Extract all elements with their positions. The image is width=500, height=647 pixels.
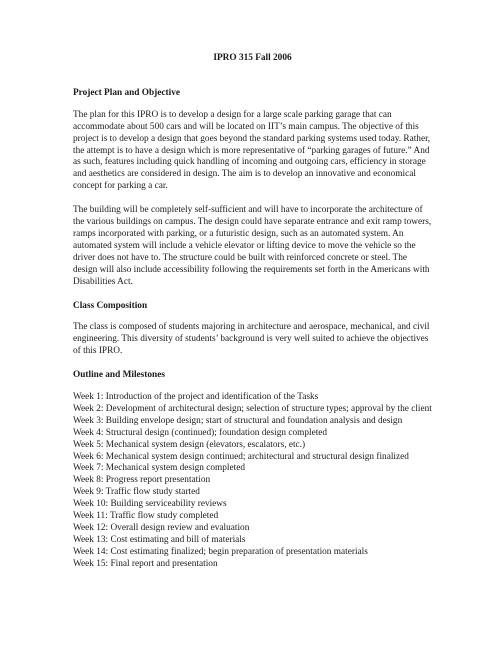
- milestone-item: Week 1: Introduction of the project and identification of the Tasks: [73, 392, 319, 403]
- milestone-item: Week 3: Building envelope design; start of structural and foundation analysis and design: [73, 415, 403, 426]
- milestone-item: Week 12: Overall design review and evaluation: [73, 523, 250, 533]
- milestone-item: Week 7: Mechanical system design completed: [73, 463, 245, 474]
- milestone-item: Week 2: Development of architectural design; selection of structure types; approval by the client: [73, 403, 432, 414]
- section-heading-project-plan: Project Plan and Objective: [73, 87, 180, 98]
- section-outline-milestones: [73, 370, 432, 571]
- milestone-list: [73, 392, 432, 571]
- milestone-item: Week 10: Building serviceability reviews: [73, 499, 227, 510]
- milestone-item: Week 15: Final report and presentation: [73, 558, 218, 569]
- milestone-item: Week 11: Traffic flow study completed: [73, 511, 219, 522]
- paragraph-plan-objective: The plan for this IPRO is to develop a design for a large scale parking garage that can accommodate about 500 cars and will be located on IIT’s main campus. The objective of this project is to develop a design that goes beyond the standard parking systems used today. Rather, the attempt is to have a design which is more representative of “parking garages of future.” And as such, features including quick handling of incoming and outgoing cars, efficiency in storage and aesthetics are considered in design. The aim is to develop an innovative and economical concept for parking a car.: [73, 109, 431, 192]
- paragraph-class-composition: The class is composed of students majoring in architecture and aerospace, mechanical, and civil engineering. This diversity of students’ background is very well suited to achieve the objectives of this IPRO.: [73, 322, 430, 357]
- section-class-composition: [73, 301, 432, 359]
- milestone-item: Week 13: Cost estimating and bill of materials: [73, 534, 246, 545]
- milestone-item: Week 8: Progress report presentation: [73, 475, 211, 486]
- milestone-item: Week 5: Mechanical system design (elevators, escalators, etc.): [73, 439, 306, 450]
- section-project-plan: [73, 88, 432, 289]
- document-title: IPRO 315 Fall 2006: [213, 53, 292, 63]
- milestone-item: Week 4: Structural design (continued); foundation design completed: [73, 427, 328, 438]
- milestone-item: Week 6: Mechanical system design continued; architectural and structural design finalized: [73, 451, 409, 462]
- section-heading-class-composition: Class Composition: [73, 300, 148, 311]
- milestone-item: Week 14: Cost estimating finalized; begin preparation of presentation materials: [73, 546, 368, 557]
- paragraph-building-description: The building will be completely self-sufficient and will have to incorporate the architecture of the various buildings on campus. The design could have separate entrance and exit ramp towers, ramps incorporated with parking, or a futuristic design, such as an automated system. An automated system will include a vehicle elevator or lifting device to move the vehicle so the driver does not have to. The structure could be built with reinforced concrete or steel. The design will also include accessibility following the requirements set forth in the Americans with Disabilities Act.: [73, 205, 432, 287]
- milestone-item: Week 9: Traffic flow study started: [73, 487, 200, 498]
- section-heading-outline-milestones: Outline and Milestones: [73, 370, 165, 381]
